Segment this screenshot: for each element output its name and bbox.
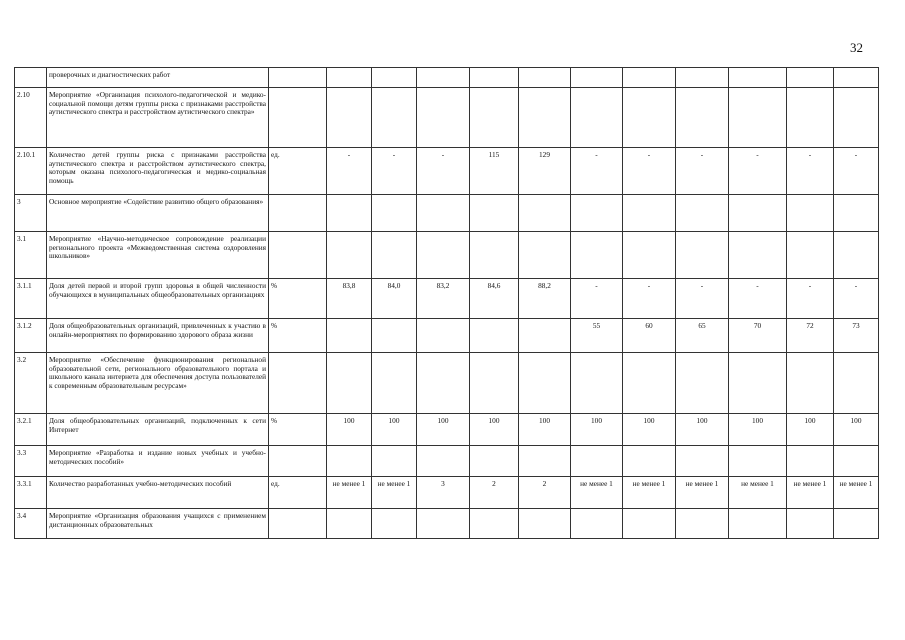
value-cell [623,353,676,414]
description-cell: Доля общеобразовательных организаций, привлеченных к участию в онлайн-мероприятиях по формированию здорового образа жизни [47,319,269,353]
value-cell: - [676,279,729,319]
table-row [15,88,879,148]
table-row [15,195,879,232]
value-cell [417,446,470,477]
value-cell [676,88,729,148]
table-row [15,148,879,195]
description-cell: Количество разработанных учебно-методических пособий [47,477,269,509]
value-cell: 84,0 [372,279,417,319]
value-cell [372,195,417,232]
value-cell: - [327,148,372,195]
value-cell [676,68,729,88]
value-cell [729,195,787,232]
unit-cell: % [269,414,327,446]
description-cell: Мероприятие «Разработка и издание новых учебных и учебно-методических пособий» [47,446,269,477]
page-number: 32 [850,40,863,55]
value-cell: - [787,148,834,195]
value-cell [729,232,787,279]
value-cell: 100 [519,414,571,446]
value-cell: 83,8 [327,279,372,319]
value-cell [834,509,879,539]
value-cell [729,446,787,477]
value-cell [519,319,571,353]
value-cell [787,509,834,539]
unit-cell [269,446,327,477]
value-cell [834,195,879,232]
unit-cell [269,68,327,88]
value-cell [787,88,834,148]
unit-cell: ед. [269,477,327,509]
value-cell: 73 [834,319,879,353]
value-cell: - [623,279,676,319]
unit-cell [269,509,327,539]
value-cell [327,319,372,353]
description-cell: Доля общеобразовательных организаций, подключенных к сети Интернет [47,414,269,446]
value-cell [417,509,470,539]
value-cell: - [372,148,417,195]
value-cell: - [729,148,787,195]
value-cell: 60 [623,319,676,353]
value-cell [571,353,623,414]
value-cell: 2 [470,477,519,509]
value-cell [834,88,879,148]
table-row [15,279,879,319]
value-cell [470,68,519,88]
value-cell [571,88,623,148]
value-cell [571,509,623,539]
unit-cell [269,232,327,279]
table-row [15,509,879,539]
value-cell [676,353,729,414]
value-cell: - [729,279,787,319]
row-number-cell: 3.2 [15,353,47,414]
value-cell [676,195,729,232]
value-cell [571,68,623,88]
description-cell: Мероприятие «Обеспечение функционирования региональной образовательной сети, регионального образовательного портала и школьного канала интернета для обеспечения доступа пользователей к современным образовательным ресурсам» [47,353,269,414]
value-cell: 2 [519,477,571,509]
value-cell [372,88,417,148]
value-cell [417,232,470,279]
table-row [15,353,879,414]
value-cell: 100 [834,414,879,446]
value-cell: 100 [417,414,470,446]
value-cell [729,509,787,539]
value-cell [519,232,571,279]
table-row [15,232,879,279]
value-cell [372,232,417,279]
value-cell [327,232,372,279]
value-cell [834,68,879,88]
value-cell [519,195,571,232]
value-cell [787,446,834,477]
value-cell [623,446,676,477]
value-cell [571,232,623,279]
value-cell: - [571,279,623,319]
value-cell [676,232,729,279]
value-cell [571,195,623,232]
value-cell [470,509,519,539]
row-number-cell: 2.10.1 [15,148,47,195]
value-cell [470,353,519,414]
value-cell: 83,2 [417,279,470,319]
value-cell [519,68,571,88]
value-cell [327,88,372,148]
value-cell: не менее 1 [571,477,623,509]
value-cell [834,232,879,279]
description-cell: Мероприятие «Научно-методическое сопровождение реализации регионального проекта «Межведомственная система оздоровления школьников» [47,232,269,279]
value-cell [372,446,417,477]
row-number-cell: 3 [15,195,47,232]
value-cell: - [787,279,834,319]
value-cell [327,68,372,88]
table-row [15,414,879,446]
row-number-cell: 3.3 [15,446,47,477]
value-cell: 65 [676,319,729,353]
value-cell [623,195,676,232]
value-cell: 88,2 [519,279,571,319]
unit-cell [269,195,327,232]
value-cell: - [834,279,879,319]
value-cell [417,319,470,353]
unit-cell: ед. [269,148,327,195]
unit-cell: % [269,279,327,319]
description-cell: Основное мероприятие «Содействие развитию общего образования» [47,195,269,232]
indicator-table [14,67,879,539]
row-number-cell: 3.1 [15,232,47,279]
row-number-cell: 3.1.2 [15,319,47,353]
row-number-cell: 2.10 [15,88,47,148]
value-cell [623,232,676,279]
value-cell [417,195,470,232]
value-cell [623,509,676,539]
value-cell [787,353,834,414]
value-cell [676,446,729,477]
value-cell [834,446,879,477]
value-cell [623,88,676,148]
value-cell [327,509,372,539]
value-cell: 129 [519,148,571,195]
value-cell: 55 [571,319,623,353]
value-cell [519,88,571,148]
value-cell: не менее 1 [787,477,834,509]
value-cell: 100 [470,414,519,446]
value-cell [372,353,417,414]
value-cell: - [834,148,879,195]
description-cell: Количество детей группы риска с признаками расстройства аутистического спектра и расстройством аутистического спектра, которым оказана психолого-педагогическая и медико-социальная помощь [47,148,269,195]
table-row [15,319,879,353]
value-cell: не менее 1 [372,477,417,509]
value-cell [372,319,417,353]
value-cell [327,195,372,232]
value-cell [519,446,571,477]
table-row [15,68,879,88]
value-cell: 100 [327,414,372,446]
value-cell: не менее 1 [676,477,729,509]
unit-cell [269,88,327,148]
value-cell [787,68,834,88]
value-cell: 70 [729,319,787,353]
value-cell [470,319,519,353]
value-cell [417,88,470,148]
value-cell: 100 [571,414,623,446]
table-row [15,446,879,477]
value-cell [729,353,787,414]
value-cell [834,353,879,414]
value-cell: 84,6 [470,279,519,319]
unit-cell [269,353,327,414]
row-number-cell: 3.4 [15,509,47,539]
value-cell [519,353,571,414]
value-cell: не менее 1 [327,477,372,509]
value-cell: - [623,148,676,195]
value-cell [470,88,519,148]
value-cell: 3 [417,477,470,509]
row-number-cell [15,68,47,88]
value-cell: 100 [623,414,676,446]
value-cell: 100 [676,414,729,446]
value-cell [470,232,519,279]
row-number-cell: 3.1.1 [15,279,47,319]
unit-cell: % [269,319,327,353]
value-cell: 100 [729,414,787,446]
value-cell: не менее 1 [729,477,787,509]
value-cell [470,446,519,477]
value-cell [417,353,470,414]
value-cell [676,509,729,539]
value-cell: 100 [372,414,417,446]
value-cell: - [676,148,729,195]
value-cell [327,446,372,477]
value-cell [787,195,834,232]
value-cell [327,353,372,414]
value-cell [372,68,417,88]
description-cell: Мероприятие «Организация образования учащихся с применением дистанционных образовательных [47,509,269,539]
value-cell [571,446,623,477]
value-cell [417,68,470,88]
row-number-cell: 3.3.1 [15,477,47,509]
table-row [15,477,879,509]
description-cell: Доля детей первой и второй групп здоровья в общей численности обучающихся в муниципальных общеобразовательных организациях [47,279,269,319]
value-cell: 72 [787,319,834,353]
value-cell: - [417,148,470,195]
description-cell: Мероприятие «Организация психолого-педагогической и медико-социальной помощи детям группы риска с признаками расстройства аутистического спектра и расстройством аутистического спектра» [47,88,269,148]
value-cell: не менее 1 [834,477,879,509]
value-cell [470,195,519,232]
value-cell [787,232,834,279]
value-cell: не менее 1 [623,477,676,509]
description-cell: проверочных и диагностических работ [47,68,269,88]
value-cell: 100 [787,414,834,446]
value-cell [519,509,571,539]
row-number-cell: 3.2.1 [15,414,47,446]
value-cell [729,88,787,148]
value-cell [729,68,787,88]
value-cell [372,509,417,539]
value-cell [623,68,676,88]
value-cell: - [571,148,623,195]
value-cell: 115 [470,148,519,195]
